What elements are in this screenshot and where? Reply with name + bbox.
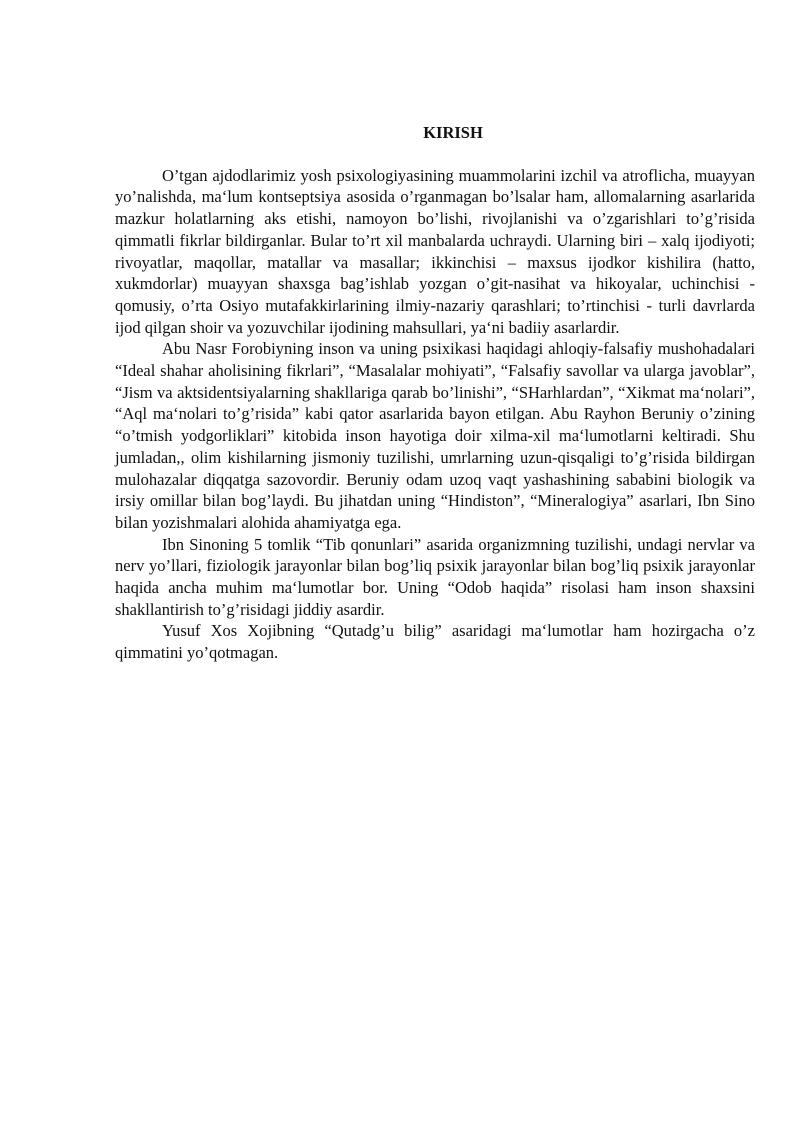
section-title: KIRISH xyxy=(423,123,483,142)
paragraph-forobiy-beruniy: Abu Nasr Forobiyning inson va uning psixikasi haqidagi ahloqiy-falsafiy mushohadalari “Ideal shahar aholisining fikrlari”, “Masalalar mohiyati”, “Falsafiy savollar va ularga javoblar”, “Jism va aktsidentsiyalarning shakllariga qarab bo’linishi”, “SHarhlardan”, “Xikmat ma‘nolari”, “Aql ma‘nolari to’g’risida” kabi qator asarlarida bayon etilgan. Abu Rayhon Beruniy o’zining “o’tmish yodgorliklari” kitobida inson hayotiga doir xilma-xil ma‘lumotlarni keltiradi. Shu jumladan,, olim kishilarning jismoniy tuzilishi, umrlarning uzun-qisqaligi to’g’risida bildirgan mulohazalar diqqatga sazovordir. Beruniy odam uzoq vaqt yashashining sababini biologik va irsiy omillar bilan bog’laydi. Bu jihatdan uning “Hindiston”, “Mineralogiya” asarlari, Ibn Sino bilan yozishmalari alohida ahamiyatga ega. xyxy=(115,339,755,532)
paragraph-ibn-sino: Ibn Sinoning 5 tomlik “Tib qonunlari” asarida organizmning tuzilishi, undagi nervlar va nerv yo’llari, fiziologik jarayonlar bilan bog’liq psixik jarayonlar bilan bog’liq psixik jarayonlar haqida ancha muhim ma‘lumotlar bor. Uning “Odob haqida” risolasi ham inson shaxsini shakllantirish to’g’risidagi jiddiy asardir. xyxy=(115,534,755,619)
paragraph-intro: O’tgan ajdodlarimiz yosh psixologiyasining muammolarini izchil va atroflicha, muayyan yo’nalishda, ma‘lum kontseptsiya asosida o’rganmagan bo’lsalar ham, allomalarning asarlarida mazkur holatlarning aks etishi, namoyon bo’lishi, rivojlanishi va o’zgarishlari to’g’risida qimmatli fikrlar bildirganlar. Bular to’rt xil manbalarda uchraydi. Ularning biri – xalq ijodiyoti; rivoyatlar, maqollar, matallar va masallar; ikkinchisi – maxsus ijodkor kishilira (hatto, xukmdorlar) muayyan shaxsga bag’ishlab yozgan o’git-nasihat va hikoyalar, uchinchisi - qomusiy, o’rta Osiyo mutafakkirlarining ilmiy-nazariy qarashlari; to’rtinchisi - turli davrlarda ijod qilgan shoir va yozuvchilar ijodining mahsullari, ya‘ni badiiy asarlardir. xyxy=(115,165,755,337)
paragraph-yusuf-xos-xojib: Yusuf Xos Xojibning “Qutadg’u bilig” asaridagi ma‘lumotlar ham hozirgacha o’z qimmatini yo’qotmagan. xyxy=(115,621,755,663)
document-body xyxy=(115,122,755,664)
